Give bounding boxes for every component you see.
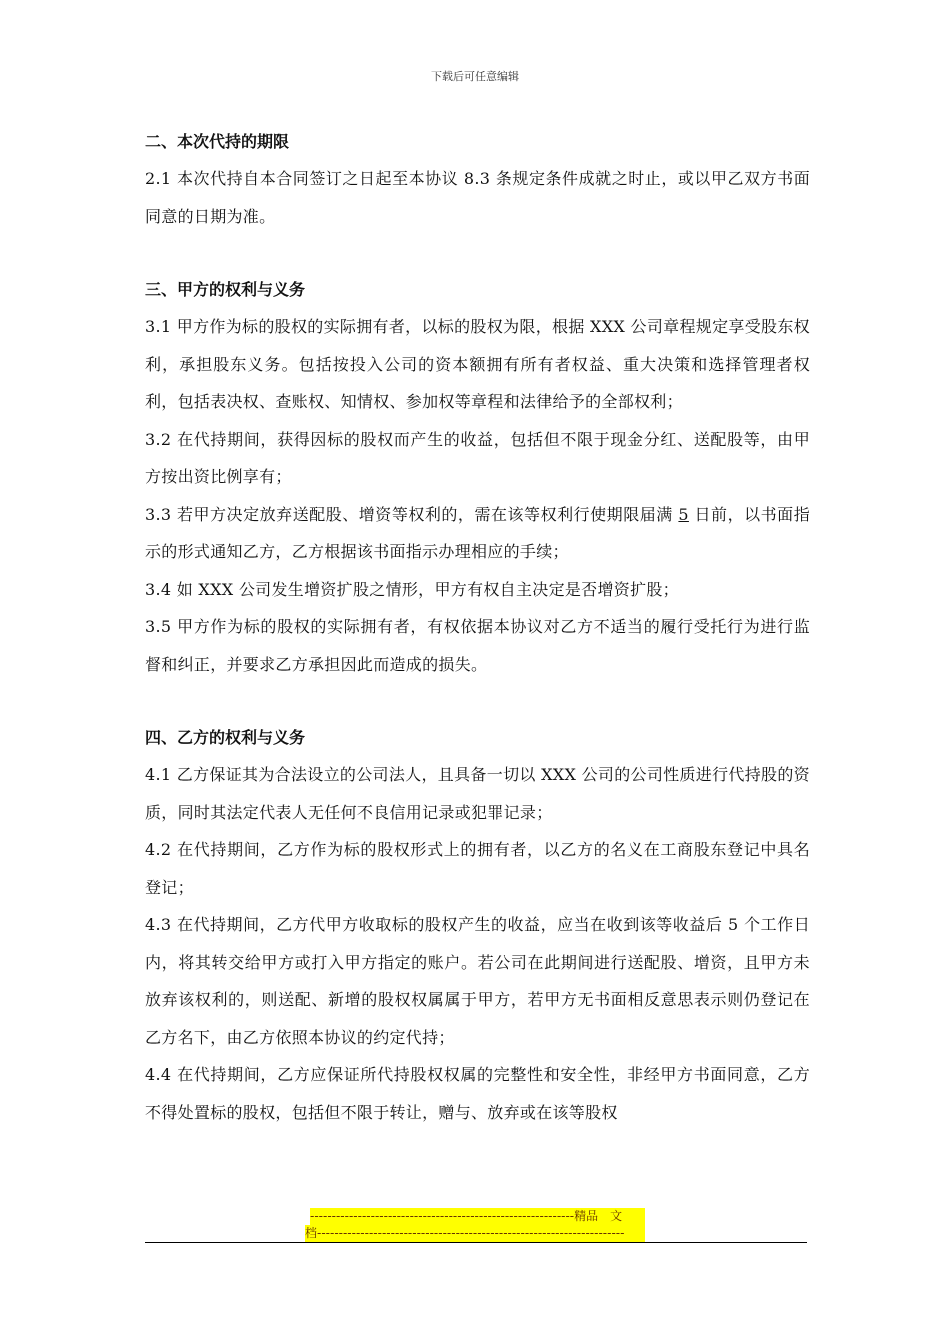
clause-4-4: 4.4 在代持期间，乙方应保证所代持股权权属的完整性和安全性，非经甲方书面同意，乙方不得处置标的股权，包括但不限于转让，赠与、放弃或在该等股权: [145, 1065, 810, 1122]
clause-3-3-text-after: 日前，以书面指示的形式通知乙方，乙方根据该书面指示办理相应的手续；: [145, 504, 810, 561]
clause-3-3-days: 5: [678, 504, 689, 524]
section-gap: [145, 683, 810, 720]
clause-3-4: 3.4 如 XXX 公司发生增资扩股之情形，甲方有权自主决定是否增资扩股；: [145, 579, 679, 599]
section-4-title: 四、乙方的权利与义务: [145, 728, 306, 747]
page-header: 下载后可任意编辑: [431, 70, 519, 83]
clause-3-3: [145, 496, 810, 571]
section-gap: [145, 235, 810, 272]
clause-3-1: 3.1 甲方作为标的股权的实际拥有者，以标的股权为限，根据 XXX 公司章程规定享受股东权利，承担股东义务。包括按投入公司的资本额拥有所有者权益、重大决策和选择管理者权利，包括表决权、查账权、知情权、参加权等章程和法律给予的全部权利；: [145, 317, 810, 411]
clause-4-1: 4.1 乙方保证其为合法设立的公司法人，且具备一切以 XXX 公司的公司性质进行代持股的资质，同时其法定代表人无任何不良信用记录或犯罪记录；: [145, 765, 810, 822]
section-3-title: 三、甲方的权利与义务: [145, 280, 306, 299]
footer-line-2: 档-----------------------------------------------------------------------: [305, 1225, 645, 1242]
clause-4-2: 4.2 在代持期间，乙方作为标的股权形式上的拥有者，以乙方的名义在工商股东登记中具名登记；: [145, 840, 810, 897]
clause-2-1: 2.1 本次代持自本合同签订之日起至本协议 8.3 条规定条件成就之时止，或以甲乙双方书面同意的日期为准。: [145, 169, 810, 226]
clause-3-2: 3.2 在代持期间，获得因标的股权而产生的收益，包括但不限于现金分红、送配股等，由甲方按出资比例享有；: [145, 429, 810, 486]
footer-divider: [145, 1242, 807, 1243]
clause-3-5: 3.5 甲方作为标的股权的实际拥有者，有权依据本协议对乙方不适当的履行受托行为进行监督和纠正，并要求乙方承担因此而造成的损失。: [145, 617, 810, 674]
document-body: [145, 124, 810, 1131]
footer-watermark: [305, 1208, 645, 1242]
section-2-title: 二、本次代持的期限: [145, 132, 290, 151]
footer-line-1: -------------------------------------------------------------精品 文: [310, 1208, 645, 1225]
clause-4-3: 4.3 在代持期间，乙方代甲方收取标的股权产生的收益，应当在收到该等收益后 5 个工作日内，将其转交给甲方或打入甲方指定的账户。若公司在此期间进行送配股、增资，且甲方未放弃该权利的，则送配、新增的股权权属属于甲方，若甲方无书面相反意思表示则仍登记在乙方名下，由乙方依照本协议的约定代持；: [145, 915, 810, 1047]
clause-3-3-text-before: 3.3 若甲方决定放弃送配股、增资等权利的，需在该等权利行使期限届满: [145, 504, 679, 524]
